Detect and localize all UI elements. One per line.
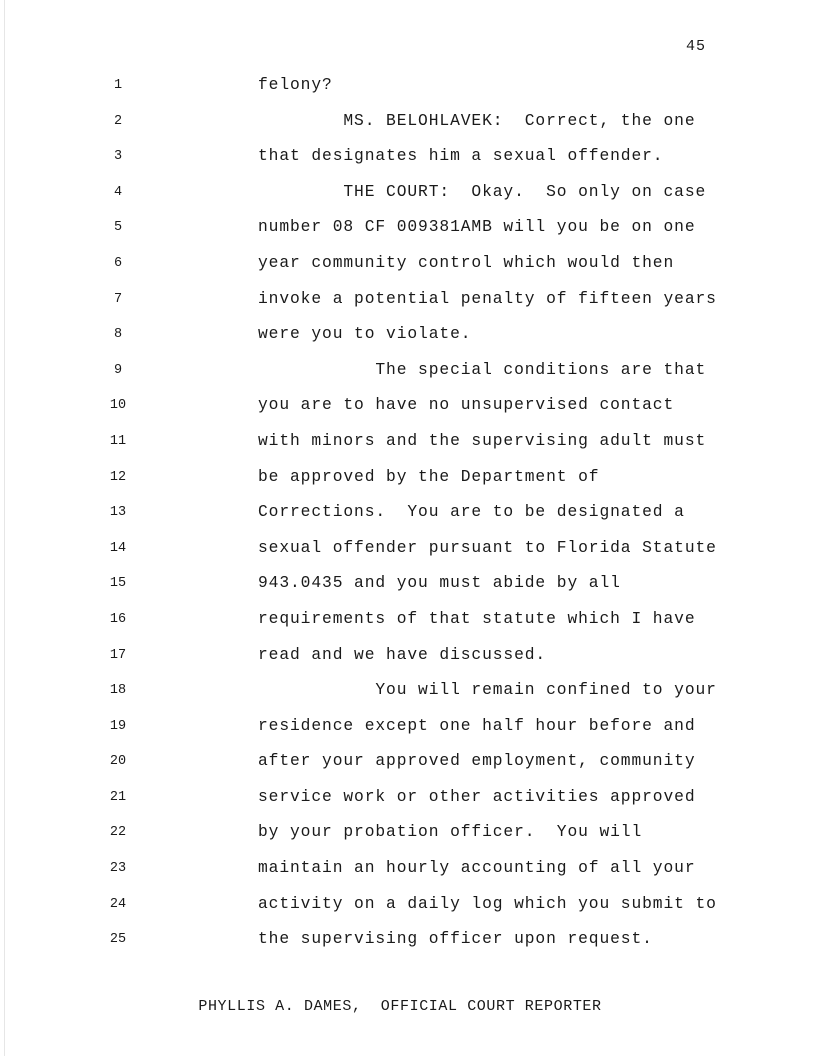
transcript-line (0, 321, 816, 357)
line-number: 8 (113, 327, 123, 343)
line-number: 3 (113, 149, 123, 165)
line-number: 2 (113, 113, 123, 129)
line-text: You will remain confined to your (258, 680, 717, 700)
transcript-line (0, 748, 816, 784)
line-text: The special conditions are that (258, 359, 707, 379)
line-number: 10 (109, 398, 127, 414)
transcript-line (0, 855, 816, 891)
line-text: invoke a potential penalty of fifteen years (258, 288, 717, 308)
line-number: 21 (109, 789, 127, 805)
line-text: with minors and the supervising adult must (258, 430, 707, 450)
transcript-line (0, 677, 816, 713)
line-text: residence except one half hour before and (258, 715, 696, 735)
line-number: 1 (113, 78, 123, 93)
transcript-line (0, 642, 816, 678)
transcript-line (0, 72, 816, 108)
line-text: maintain an hourly accounting of all your (258, 858, 696, 878)
page-number: 45 (686, 38, 707, 55)
transcript-line (0, 143, 816, 179)
line-number: 5 (113, 220, 123, 236)
transcript-line (0, 179, 816, 215)
line-number: 13 (109, 505, 127, 521)
transcript-line (0, 570, 816, 606)
line-number: 17 (109, 647, 127, 663)
line-text: the supervising officer upon request. (258, 929, 653, 949)
line-text: 943.0435 and you must abide by all (258, 573, 621, 593)
line-number: 15 (109, 576, 127, 592)
line-text: by your probation officer. You will (258, 822, 643, 842)
line-number: 14 (109, 540, 127, 556)
transcript-line (0, 214, 816, 250)
transcript-line (0, 286, 816, 322)
line-number: 25 (109, 932, 127, 948)
transcript-line (0, 926, 816, 962)
line-text: that designates him a sexual offender. (258, 146, 664, 166)
line-number: 22 (109, 825, 127, 841)
line-text: THE COURT: Okay. So only on case (258, 181, 707, 201)
line-text: year community control which would then (258, 252, 675, 272)
transcript-body (0, 72, 816, 962)
transcript-line (0, 428, 816, 464)
line-text: were you to violate. (258, 324, 472, 344)
line-text: Corrections. You are to be designated a (258, 502, 685, 522)
transcript-line (0, 819, 816, 855)
line-text: number 08 CF 009381AMB will you be on one (258, 217, 696, 237)
line-text: sexual offender pursuant to Florida Statute (258, 537, 717, 557)
court-reporter-footer (0, 998, 816, 1015)
line-number: 9 (113, 362, 123, 378)
line-number: 24 (109, 896, 127, 912)
line-text: MS. BELOHLAVEK: Correct, the one (258, 110, 696, 130)
transcript-line (0, 250, 816, 286)
line-text: you are to have no unsupervised contact (258, 395, 675, 415)
line-number: 12 (109, 469, 127, 485)
transcript-line (0, 891, 816, 927)
line-text: service work or other activities approved (258, 786, 696, 806)
line-text: be approved by the Department of (258, 466, 600, 486)
line-text: after your approved employment, community (258, 751, 696, 771)
transcript-line (0, 392, 816, 428)
line-number: 23 (109, 861, 127, 877)
transcript-line (0, 606, 816, 642)
line-number: 7 (113, 291, 123, 307)
line-number: 6 (113, 255, 123, 271)
transcript-line (0, 535, 816, 571)
transcript-line (0, 108, 816, 144)
line-text: felony? (258, 75, 333, 94)
line-number: 4 (113, 184, 123, 200)
line-number: 20 (109, 754, 127, 770)
line-number: 18 (109, 683, 127, 699)
line-text: read and we have discussed. (258, 644, 547, 664)
line-text: activity on a daily log which you submit to (258, 893, 717, 913)
footer-text: PHYLLIS A. DAMES, OFFICIAL COURT REPORTER (198, 998, 602, 1015)
transcript-line (0, 464, 816, 500)
line-number: 19 (109, 718, 127, 734)
line-number: 11 (109, 433, 127, 449)
transcript-line (0, 357, 816, 393)
transcript-line (0, 713, 816, 749)
line-number: 16 (109, 611, 127, 627)
transcript-line (0, 784, 816, 820)
transcript-line (0, 499, 816, 535)
line-text: requirements of that statute which I have (258, 608, 696, 628)
